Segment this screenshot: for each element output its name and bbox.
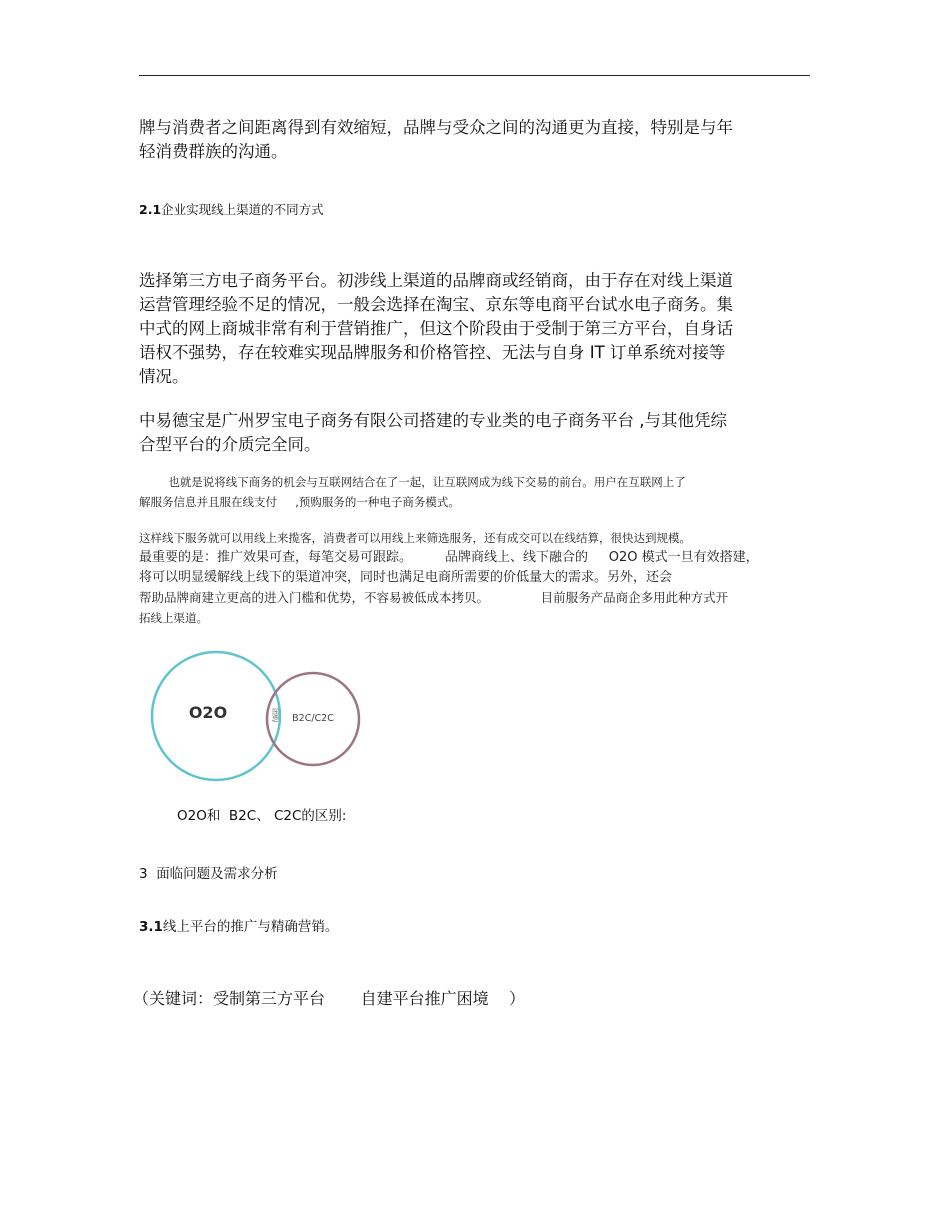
text-line: 解服务信息并且服在线支付 ,预购服务的一种电子商务模式。 bbox=[139, 495, 460, 509]
b2c-c2c-label: B2C/C2C bbox=[292, 713, 334, 724]
text-line: 拓线上渠道。 bbox=[139, 611, 208, 625]
paragraph-third-party bbox=[139, 269, 733, 389]
section-number: 2.1 bbox=[139, 202, 162, 217]
section-heading-3-1 bbox=[139, 917, 338, 937]
text-line: 牌与消费者之间距离得到有效缩短，品牌与受众之间的沟通更为直接，特别是与年 bbox=[139, 118, 733, 137]
section-number: 3.1 bbox=[139, 919, 163, 935]
text-line: 也就是说将线下商务的机会与互联网结合在了一起，让互联网成为线下交易的前台。用户在互联网上了 bbox=[139, 475, 686, 489]
text-line: 将可以明显缓解线上线下的渠道冲突，同时也满足电商所需要的价低量大的需求。另外，还会 bbox=[139, 570, 673, 585]
text-line: 帮助品牌商建立更高的进入门槛和优势，不容易被低成本拷贝。 目前服务产品商企多用此种方式开 bbox=[139, 590, 729, 605]
text-line: 运营管理经验不足的情况，一般会选择在淘宝、京东等电商平台试水电子商务。集 bbox=[139, 295, 733, 314]
section-number: 3 bbox=[139, 866, 148, 882]
section-title: 线上平台的推广与精确营销。 bbox=[162, 919, 339, 935]
paragraph-intro bbox=[139, 116, 733, 164]
o2o-label: O2O bbox=[188, 703, 228, 722]
header-rule bbox=[139, 75, 810, 76]
section-heading-2-1 bbox=[139, 200, 324, 220]
text-line: 选择第三方电子商务平台。初涉线上渠道的品牌商或经销商，由于存在对线上渠道 bbox=[139, 271, 733, 290]
text-line: 中易德宝是广州罗宝电子商务有限公司搭建的专业类的电子商务平台 ,与其他凭综 bbox=[139, 411, 727, 430]
text-line: 最重要的是：推广效果可查，每笔交易可跟踪。 品牌商线上、线下融合的 O2O 模式一旦有效搭建， bbox=[139, 550, 759, 565]
section-heading-3 bbox=[139, 864, 278, 884]
section-title: 面临问题及需求分析 bbox=[156, 866, 278, 882]
overlap-label: 团购 bbox=[271, 708, 279, 722]
paragraph-zhongyi bbox=[139, 409, 727, 457]
figure-caption: O2O和 B2C、 C2C的区别: bbox=[177, 808, 347, 824]
text-line: 中式的网上商城非常有利于营销推广，但这个阶段由于受制于第三方平台，自身话 bbox=[139, 319, 733, 338]
text-line: 语权不强势，存在较难实现品牌服务和价格管控、无法与自身 IT 订单系统对接等 bbox=[139, 343, 726, 362]
text-line: 合型平台的介质完全同。 bbox=[139, 435, 321, 454]
keywords-line: （关键词：受制第三方平台 自建平台推广困境 ） bbox=[133, 989, 525, 1008]
section-title: 企业实现线上渠道的不同方式 bbox=[161, 202, 324, 217]
text-line: 轻消费群族的沟通。 bbox=[139, 142, 288, 161]
text-line: 这样线下服务就可以用线上来揽客，消费者可以用线上来筛选服务，还有成交可以在线结算，很快达到规模。 bbox=[139, 531, 691, 545]
paragraph-o2o-benefits bbox=[139, 528, 759, 628]
text-line: 情况。 bbox=[139, 367, 189, 386]
paragraph-o2o-definition bbox=[139, 472, 686, 512]
o2o-b2c-venn-diagram bbox=[145, 645, 375, 790]
